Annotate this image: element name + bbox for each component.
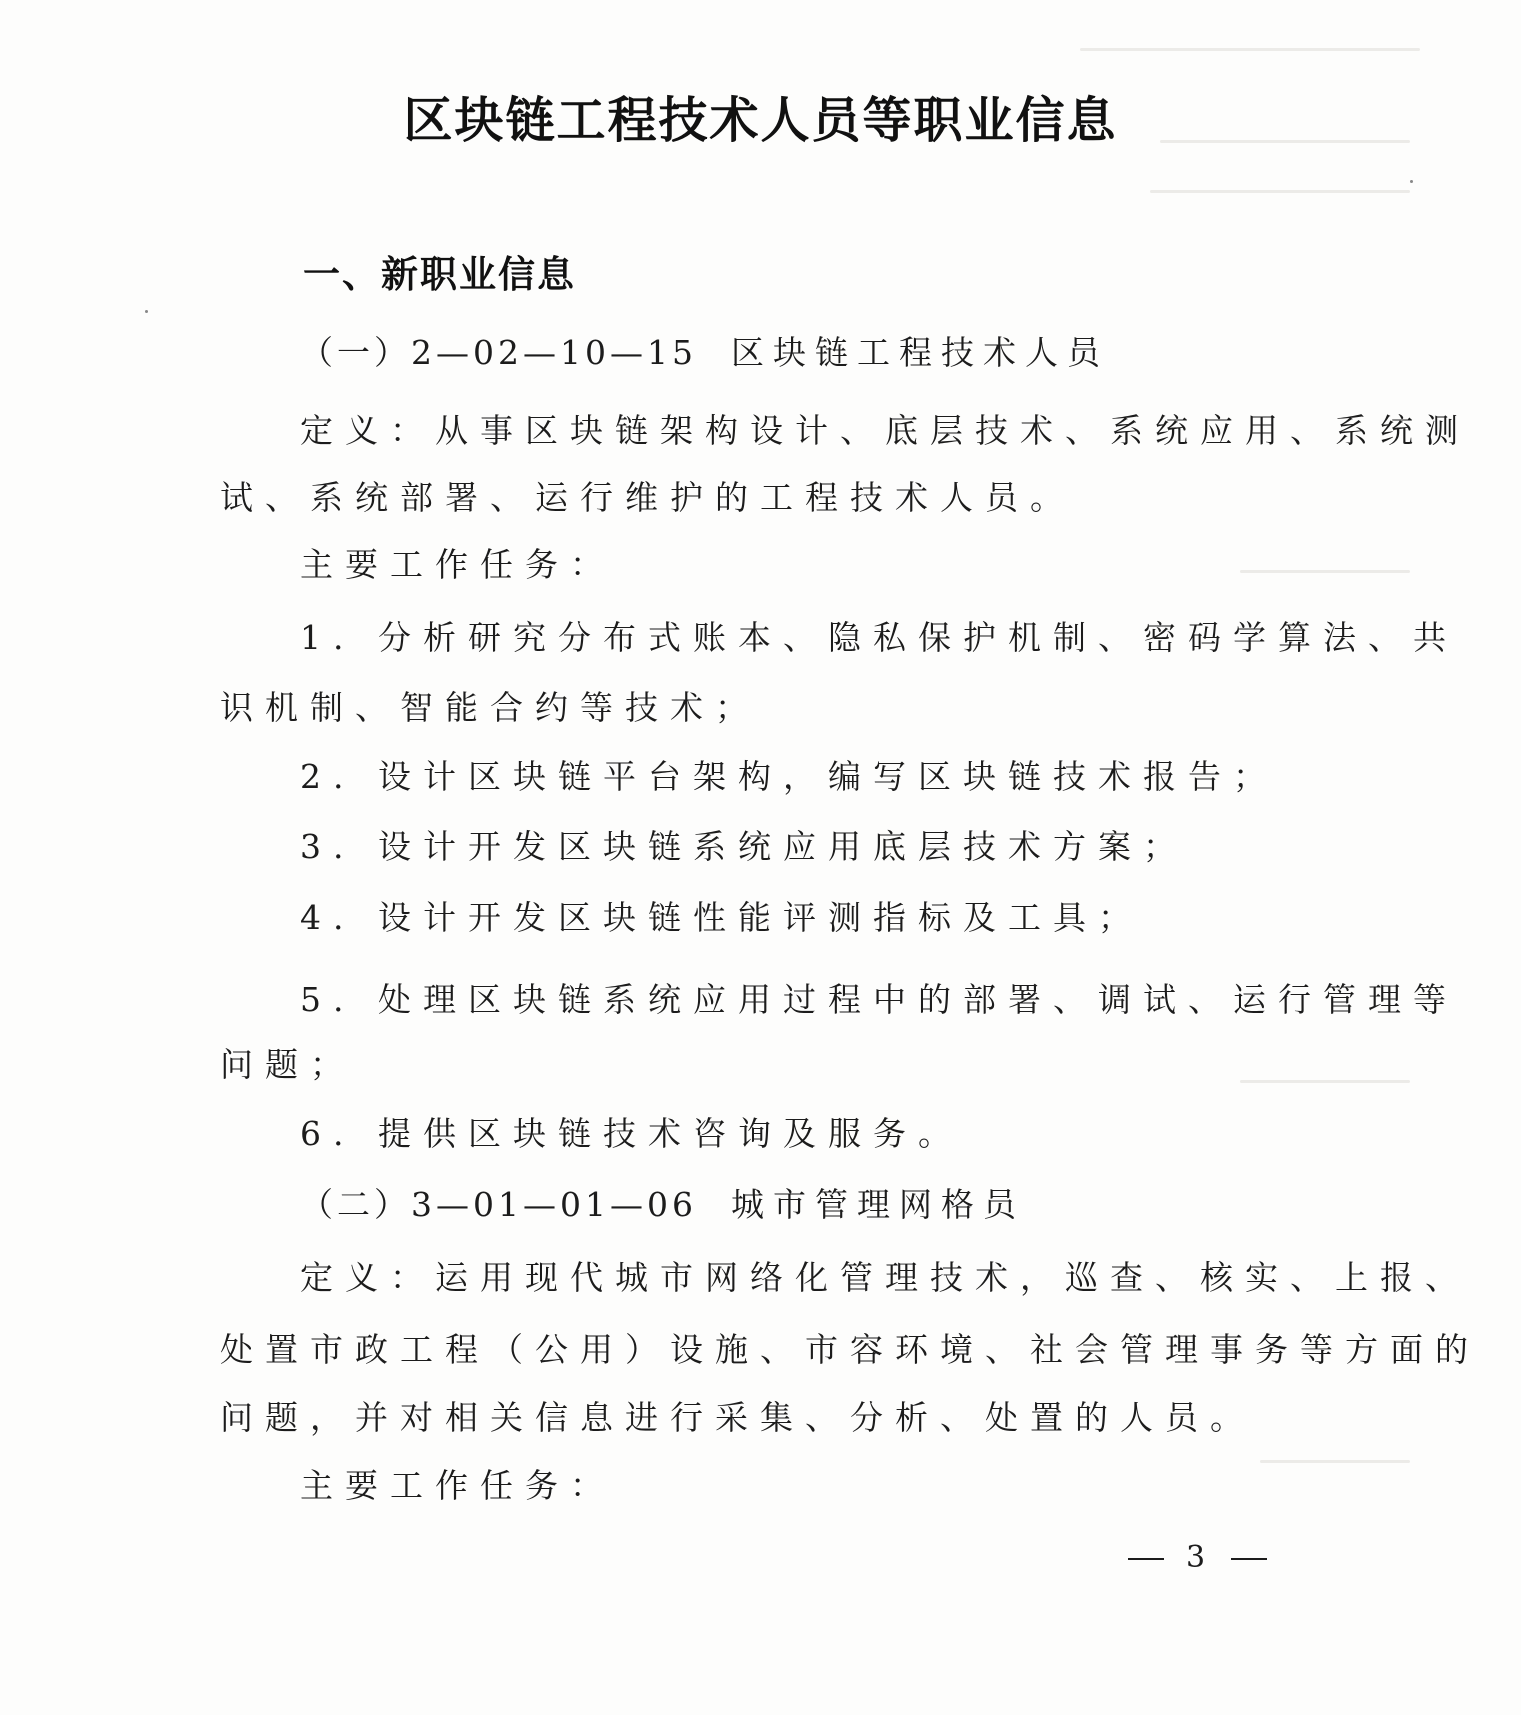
scan-speck [145,310,148,313]
occupation-1-task-5-line-2: 问题； [220,1045,355,1084]
page-title: 区块链工程技术人员等职业信息 [403,92,1118,149]
page-number [1128,1540,1267,1575]
occupation-1-code: 2—02—10—15 [411,333,697,372]
occupation-2-name: 城市管理网格员 [730,1185,1025,1224]
occupation-1-definition-line-2: 试、系统部署、运行维护的工程技术人员。 [220,478,1075,517]
scan-bleed-mark [1240,1080,1410,1083]
scan-bleed-mark [1260,1460,1410,1463]
occupation-1-definition-line-1: 定义：从事区块链架构设计、底层技术、系统应用、系统测 [300,411,1470,450]
occupation-1-name: 区块链工程技术人员 [730,333,1109,372]
occupation-1-task-6: 6. 提供区块链技术咨询及服务。 [300,1114,963,1153]
occupation-2-definition-line-3: 问题，并对相关信息进行采集、分析、处置的人员。 [220,1398,1255,1437]
occupation-2-heading [300,1185,1025,1225]
occupation-1-heading [300,333,1109,373]
section-heading: 一、新职业信息 [303,253,576,296]
occupation-1-task-3: 3. 设计开发区块链系统应用底层技术方案； [300,827,1188,866]
scan-bleed-mark [1240,570,1410,573]
occupation-1-task-2: 2. 设计区块链平台架构，编写区块链技术报告； [300,757,1278,796]
scan-speck [1410,180,1413,183]
occupation-2-tasks-heading: 主要工作任务： [300,1466,615,1505]
occupation-1-tasks-heading: 主要工作任务： [300,545,615,584]
page-number-value: 3 [1186,1540,1210,1575]
occupation-2-definition-line-2: 处置市政工程（公用）设施、市容环境、社会管理事务等方面的 [220,1330,1480,1369]
scan-bleed-mark [1080,48,1420,51]
occupation-2-label: （二） [300,1185,411,1224]
occupation-1-task-1-line-2: 识机制、智能合约等技术； [220,688,760,727]
occupation-2-definition-line-1: 定义：运用现代城市网络化管理技术，巡查、核实、上报、 [300,1258,1470,1297]
occupation-1-task-5-line-1: 5. 处理区块链系统应用过程中的部署、调试、运行管理等 [300,980,1458,1019]
page-number-dash-left [1128,1558,1164,1560]
occupation-1-task-4: 4. 设计开发区块链性能评测指标及工具； [300,898,1143,937]
scan-bleed-mark [1150,190,1410,193]
occupation-1-task-1-line-1: 1. 分析研究分布式账本、隐私保护机制、密码学算法、共 [300,618,1458,657]
occupation-2-code: 3—01—01—06 [411,1185,697,1224]
occupation-1-label: （一） [300,333,411,372]
page-number-dash-right [1231,1558,1267,1560]
